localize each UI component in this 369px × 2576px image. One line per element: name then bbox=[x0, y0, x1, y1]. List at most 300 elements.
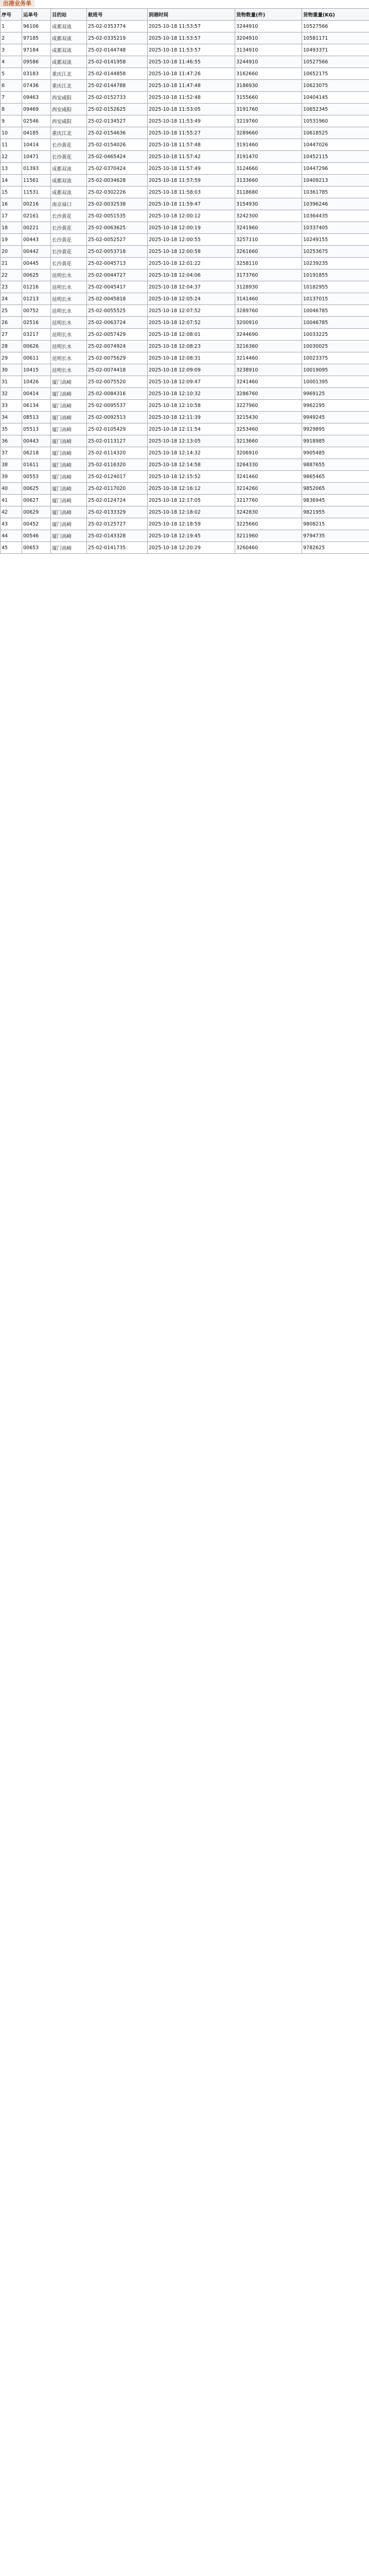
table-cell: 10137015 bbox=[302, 293, 369, 305]
table-row bbox=[1, 234, 369, 246]
table-cell: 25-02-0116320 bbox=[87, 459, 148, 471]
table-cell: 00442 bbox=[22, 246, 51, 258]
table-cell: 10415 bbox=[22, 364, 51, 376]
table-cell: 10364435 bbox=[302, 210, 369, 222]
table-cell: 11531 bbox=[22, 187, 51, 198]
table-row bbox=[1, 210, 369, 222]
table-cell: 25-02-0105429 bbox=[87, 423, 148, 435]
table-cell: 厦门高崎 bbox=[51, 435, 87, 447]
table-cell: 10531960 bbox=[302, 115, 369, 127]
table-cell: 重庆江北 bbox=[51, 80, 87, 92]
table-cell: 厦门高崎 bbox=[51, 530, 87, 542]
table-cell: 2025-10-18 12:04:37 bbox=[148, 281, 235, 293]
table-cell: 25-02-0302226 bbox=[87, 187, 148, 198]
table-cell: 25-02-0045417 bbox=[87, 281, 148, 293]
table-cell: 3219760 bbox=[235, 115, 302, 127]
table-cell: 2025-10-18 12:15:52 bbox=[148, 471, 235, 483]
table-cell: 00216 bbox=[22, 198, 51, 210]
column-header: 航班号 bbox=[87, 9, 148, 21]
table-cell: 9836945 bbox=[302, 495, 369, 506]
table-cell: 2025-10-18 11:57:59 bbox=[148, 175, 235, 187]
table-cell: 20 bbox=[1, 246, 22, 258]
table-cell: 9887655 bbox=[302, 459, 369, 471]
table-cell: 10019095 bbox=[302, 364, 369, 376]
table-cell: 25-02-0034628 bbox=[87, 175, 148, 187]
table-row bbox=[1, 198, 369, 210]
table-cell: 25-02-0053718 bbox=[87, 246, 148, 258]
table-cell: 3154930 bbox=[235, 198, 302, 210]
table-cell: 00452 bbox=[22, 518, 51, 530]
table-cell: 3213660 bbox=[235, 435, 302, 447]
table-cell: 2025-10-18 12:16:12 bbox=[148, 483, 235, 495]
table-cell: 16 bbox=[1, 198, 22, 210]
table-cell: 2025-10-18 11:47:26 bbox=[148, 68, 235, 80]
table-cell: 9949245 bbox=[302, 412, 369, 423]
table-cell: 25-02-0353774 bbox=[87, 21, 148, 32]
table-cell: 25-02-0144748 bbox=[87, 44, 148, 56]
table-row bbox=[1, 388, 369, 400]
table-cell: 10033225 bbox=[302, 329, 369, 341]
table-cell: 10030025 bbox=[302, 341, 369, 352]
table-cell: 2025-10-18 12:07:52 bbox=[148, 317, 235, 329]
table-cell: 10493371 bbox=[302, 44, 369, 56]
table-cell: 2025-10-18 12:00:55 bbox=[148, 234, 235, 246]
table-cell: 10191855 bbox=[302, 269, 369, 281]
table-cell: 9969125 bbox=[302, 388, 369, 400]
table-cell: 3133660 bbox=[235, 175, 302, 187]
table-cell: 00221 bbox=[22, 222, 51, 234]
column-header: 序号 bbox=[1, 9, 22, 21]
table-row bbox=[1, 92, 369, 104]
table-row bbox=[1, 400, 369, 412]
table-cell: 3216360 bbox=[235, 341, 302, 352]
table-cell: 00625 bbox=[22, 483, 51, 495]
table-cell: 10618525 bbox=[302, 127, 369, 139]
table-row bbox=[1, 56, 369, 68]
table-cell: 2025-10-18 12:09:09 bbox=[148, 364, 235, 376]
table-cell: 昆明长水 bbox=[51, 341, 87, 352]
table-cell: 00414 bbox=[22, 388, 51, 400]
table-cell: 2025-10-18 11:57:48 bbox=[148, 139, 235, 151]
table-row bbox=[1, 423, 369, 435]
table-row bbox=[1, 187, 369, 198]
table-cell: 9808215 bbox=[302, 518, 369, 530]
table-row bbox=[1, 495, 369, 506]
table-cell: 昆明长水 bbox=[51, 269, 87, 281]
table-cell: 2025-10-18 11:53:49 bbox=[148, 115, 235, 127]
table-cell: 10404145 bbox=[302, 92, 369, 104]
table-cell: 3238910 bbox=[235, 364, 302, 376]
table-cell: 25-02-0133329 bbox=[87, 506, 148, 518]
table-row bbox=[1, 21, 369, 32]
table-cell: 9962295 bbox=[302, 400, 369, 412]
table-container bbox=[0, 8, 369, 2576]
table-cell: 29 bbox=[1, 352, 22, 364]
table-cell: 97185 bbox=[22, 32, 51, 44]
table-cell: 3289660 bbox=[235, 127, 302, 139]
table-cell: 昆明长水 bbox=[51, 329, 87, 341]
table-cell: 32 bbox=[1, 388, 22, 400]
table-cell: 25-02-0141958 bbox=[87, 56, 148, 68]
table-cell: 9852065 bbox=[302, 483, 369, 495]
table-row bbox=[1, 68, 369, 80]
table-cell: 24 bbox=[1, 293, 22, 305]
table-cell: 09586 bbox=[22, 56, 51, 68]
table-cell: 37 bbox=[1, 447, 22, 459]
table-cell: 06134 bbox=[22, 400, 51, 412]
table-cell: 成都双流 bbox=[51, 21, 87, 32]
table-cell: 3215430 bbox=[235, 412, 302, 423]
table-cell: 厦门高崎 bbox=[51, 471, 87, 483]
table-cell: 3186930 bbox=[235, 80, 302, 92]
table-cell: 3191460 bbox=[235, 139, 302, 151]
table-cell: 10447026 bbox=[302, 139, 369, 151]
table-row bbox=[1, 293, 369, 305]
table-cell: 9905485 bbox=[302, 447, 369, 459]
table-cell: 2025-10-18 12:19:45 bbox=[148, 530, 235, 542]
table-cell: 2025-10-18 11:53:05 bbox=[148, 104, 235, 115]
table-cell: 2025-10-18 12:08:01 bbox=[148, 329, 235, 341]
table-cell: 长沙黄花 bbox=[51, 246, 87, 258]
table-row bbox=[1, 412, 369, 423]
table-cell: 05513 bbox=[22, 423, 51, 435]
table-cell: 10426 bbox=[22, 376, 51, 388]
table-cell: 25-02-0154636 bbox=[87, 127, 148, 139]
table-cell: 3241460 bbox=[235, 376, 302, 388]
table-cell: 3155660 bbox=[235, 92, 302, 104]
table-cell: 25-02-0143328 bbox=[87, 530, 148, 542]
table-cell: 25-02-0114320 bbox=[87, 447, 148, 459]
table-cell: 10623075 bbox=[302, 80, 369, 92]
table-cell: 25-02-0074924 bbox=[87, 341, 148, 352]
table-cell: 长沙黄花 bbox=[51, 222, 87, 234]
table-cell: 昆明长水 bbox=[51, 293, 87, 305]
table-cell: 45 bbox=[1, 542, 22, 554]
table-cell: 25-02-0117020 bbox=[87, 483, 148, 495]
table-cell: 2025-10-18 11:57:49 bbox=[148, 163, 235, 175]
table-cell: 25-02-0134527 bbox=[87, 115, 148, 127]
header-row bbox=[1, 9, 369, 21]
table-cell: 25-02-0465424 bbox=[87, 151, 148, 163]
table-cell: 2025-10-18 12:00:12 bbox=[148, 210, 235, 222]
column-header: 运单号 bbox=[22, 9, 51, 21]
table-cell: 44 bbox=[1, 530, 22, 542]
table-cell: 2025-10-18 12:07:52 bbox=[148, 305, 235, 317]
table-cell: 3134910 bbox=[235, 44, 302, 56]
table-cell: 成都双流 bbox=[51, 56, 87, 68]
table-cell: 3173760 bbox=[235, 269, 302, 281]
table-cell: 3124660 bbox=[235, 163, 302, 175]
table-cell: 25-02-0084316 bbox=[87, 388, 148, 400]
table-cell: 00611 bbox=[22, 352, 51, 364]
table-cell: 3217760 bbox=[235, 495, 302, 506]
table-row bbox=[1, 44, 369, 56]
table-cell: 43 bbox=[1, 518, 22, 530]
table-cell: 厦门高崎 bbox=[51, 542, 87, 554]
table-cell: 厦门高崎 bbox=[51, 459, 87, 471]
table-cell: 25-02-0125727 bbox=[87, 518, 148, 530]
table-cell: 2025-10-18 12:05:24 bbox=[148, 293, 235, 305]
table-cell: 10046785 bbox=[302, 305, 369, 317]
table-cell: 25-02-0141735 bbox=[87, 542, 148, 554]
table-row bbox=[1, 542, 369, 554]
table-row bbox=[1, 115, 369, 127]
table-cell: 25-02-0044727 bbox=[87, 269, 148, 281]
table-cell: 2025-10-18 12:20:29 bbox=[148, 542, 235, 554]
table-cell: 3204910 bbox=[235, 32, 302, 44]
table-cell: 2025-10-18 11:47:48 bbox=[148, 80, 235, 92]
table-cell: 3118680 bbox=[235, 187, 302, 198]
table-cell: 10249155 bbox=[302, 234, 369, 246]
table-cell: 27 bbox=[1, 329, 22, 341]
table-cell: 30 bbox=[1, 364, 22, 376]
table-cell: 25-02-0057429 bbox=[87, 329, 148, 341]
table-cell: 2025-10-18 12:14:58 bbox=[148, 459, 235, 471]
table-cell: 10652345 bbox=[302, 104, 369, 115]
table-cell: 2025-10-18 12:13:05 bbox=[148, 435, 235, 447]
table-cell: 西安咸阳 bbox=[51, 92, 87, 104]
table-cell: 昆明长水 bbox=[51, 305, 87, 317]
table-cell: 9 bbox=[1, 115, 22, 127]
table-cell: 长沙黄花 bbox=[51, 139, 87, 151]
table-cell: 2025-10-18 12:17:05 bbox=[148, 495, 235, 506]
table-cell: 9794735 bbox=[302, 530, 369, 542]
table-cell: 9918985 bbox=[302, 435, 369, 447]
table-cell: 25-02-0074418 bbox=[87, 364, 148, 376]
table-cell: 3261660 bbox=[235, 246, 302, 258]
table-cell: 长沙黄花 bbox=[51, 210, 87, 222]
table-cell: 00627 bbox=[22, 495, 51, 506]
table-cell: 2025-10-18 11:53:57 bbox=[148, 32, 235, 44]
table-cell: 3260460 bbox=[235, 542, 302, 554]
table-cell: 00653 bbox=[22, 542, 51, 554]
table-cell: 2025-10-18 12:01:22 bbox=[148, 258, 235, 269]
table-row bbox=[1, 139, 369, 151]
table-row bbox=[1, 151, 369, 163]
table-cell: 2025-10-18 12:11:54 bbox=[148, 423, 235, 435]
table-cell: 3191470 bbox=[235, 151, 302, 163]
table-cell: 02516 bbox=[22, 317, 51, 329]
table-cell: 25-02-0152733 bbox=[87, 92, 148, 104]
table-row bbox=[1, 32, 369, 44]
table-cell: 3162660 bbox=[235, 68, 302, 80]
table-cell: 42 bbox=[1, 506, 22, 518]
table-cell: 01611 bbox=[22, 459, 51, 471]
table-cell: 10001395 bbox=[302, 376, 369, 388]
table-cell: 96106 bbox=[22, 21, 51, 32]
table-cell: 2025-10-18 12:08:23 bbox=[148, 341, 235, 352]
table-cell: 10253675 bbox=[302, 246, 369, 258]
table-cell: 3 bbox=[1, 44, 22, 56]
table-cell: 3241460 bbox=[235, 471, 302, 483]
table-cell: 厦门高崎 bbox=[51, 376, 87, 388]
table-cell: 2025-10-18 11:53:57 bbox=[148, 21, 235, 32]
table-cell: 9865465 bbox=[302, 471, 369, 483]
table-cell: 10409213 bbox=[302, 175, 369, 187]
table-cell: 00625 bbox=[22, 269, 51, 281]
table-cell: 成都双流 bbox=[51, 175, 87, 187]
table-cell: 10527566 bbox=[302, 21, 369, 32]
table-row bbox=[1, 518, 369, 530]
table-cell: 25-02-0032538 bbox=[87, 198, 148, 210]
table-cell: 2 bbox=[1, 32, 22, 44]
table-cell: 15 bbox=[1, 187, 22, 198]
table-row bbox=[1, 341, 369, 352]
table-cell: 23 bbox=[1, 281, 22, 293]
table-cell: 2025-10-18 12:10:58 bbox=[148, 400, 235, 412]
table-cell: 25-02-0154026 bbox=[87, 139, 148, 151]
table-row bbox=[1, 435, 369, 447]
table-cell: 3244910 bbox=[235, 21, 302, 32]
table-cell: 2025-10-18 11:55:27 bbox=[148, 127, 235, 139]
table-cell: 33 bbox=[1, 400, 22, 412]
table-row bbox=[1, 246, 369, 258]
table-row bbox=[1, 305, 369, 317]
table-cell: 10414 bbox=[22, 139, 51, 151]
table-cell: 3244910 bbox=[235, 56, 302, 68]
table-cell: 3214260 bbox=[235, 483, 302, 495]
table-cell: 07436 bbox=[22, 80, 51, 92]
table-cell: 4 bbox=[1, 56, 22, 68]
table-cell: 25-02-0335219 bbox=[87, 32, 148, 44]
table-cell: 长沙黄花 bbox=[51, 234, 87, 246]
table-cell: 昆明长水 bbox=[51, 364, 87, 376]
table-cell: 2025-10-18 12:00:58 bbox=[148, 246, 235, 258]
table-cell: 成都双流 bbox=[51, 163, 87, 175]
table-cell: 14 bbox=[1, 175, 22, 187]
table-cell: 3253460 bbox=[235, 423, 302, 435]
table-cell: 00553 bbox=[22, 471, 51, 483]
table-cell: 00445 bbox=[22, 258, 51, 269]
table-cell: 41 bbox=[1, 495, 22, 506]
column-header: 货物重量(KG) bbox=[302, 9, 369, 21]
table-row bbox=[1, 269, 369, 281]
table-row bbox=[1, 506, 369, 518]
table-cell: 25-02-0124017 bbox=[87, 471, 148, 483]
table-cell: 3200910 bbox=[235, 317, 302, 329]
table-cell: 厦门高崎 bbox=[51, 423, 87, 435]
table-cell: 2025-10-18 12:14:32 bbox=[148, 447, 235, 459]
table-cell: 2025-10-18 11:57:42 bbox=[148, 151, 235, 163]
table-cell: 3225660 bbox=[235, 518, 302, 530]
table-cell: 00443 bbox=[22, 435, 51, 447]
table-cell: 03217 bbox=[22, 329, 51, 341]
table-cell: 3211960 bbox=[235, 530, 302, 542]
table-cell: 2025-10-18 12:18:59 bbox=[148, 518, 235, 530]
table-cell: 10337405 bbox=[302, 222, 369, 234]
table-cell: 25 bbox=[1, 305, 22, 317]
table-row bbox=[1, 530, 369, 542]
table-cell: 12 bbox=[1, 151, 22, 163]
table-row bbox=[1, 376, 369, 388]
table-cell: 26 bbox=[1, 317, 22, 329]
table-cell: 厦门高崎 bbox=[51, 495, 87, 506]
table-cell: 10581171 bbox=[302, 32, 369, 44]
table-cell: 昆明长水 bbox=[51, 352, 87, 364]
table-row bbox=[1, 258, 369, 269]
table-row bbox=[1, 281, 369, 293]
table-cell: 25-02-0152625 bbox=[87, 104, 148, 115]
table-cell: 8 bbox=[1, 104, 22, 115]
table-cell: 10396246 bbox=[302, 198, 369, 210]
table-cell: 3191760 bbox=[235, 104, 302, 115]
table-cell: 2025-10-18 12:08:31 bbox=[148, 352, 235, 364]
table-cell: 10182955 bbox=[302, 281, 369, 293]
table-cell: 04185 bbox=[22, 127, 51, 139]
table-cell: 5 bbox=[1, 68, 22, 80]
table-cell: 2025-10-18 11:53:57 bbox=[148, 44, 235, 56]
table-cell: 2025-10-18 12:11:39 bbox=[148, 412, 235, 423]
table-cell: 25-02-0063724 bbox=[87, 317, 148, 329]
column-header: 目的站 bbox=[51, 9, 87, 21]
table-cell: 3258110 bbox=[235, 258, 302, 269]
table-cell: 25-02-0095537 bbox=[87, 400, 148, 412]
table-cell: 2025-10-18 12:00:19 bbox=[148, 222, 235, 234]
table-cell: 40 bbox=[1, 483, 22, 495]
table-cell: 00752 bbox=[22, 305, 51, 317]
table-cell: 2025-10-18 11:52:48 bbox=[148, 92, 235, 104]
table-cell: 10361785 bbox=[302, 187, 369, 198]
table-cell: 3214460 bbox=[235, 352, 302, 364]
table-cell: 11561 bbox=[22, 175, 51, 187]
table-cell: 25-02-0045818 bbox=[87, 293, 148, 305]
table-cell: 25-02-0051535 bbox=[87, 210, 148, 222]
table-body bbox=[1, 21, 369, 554]
table-cell: 08513 bbox=[22, 412, 51, 423]
table-cell: 成都双流 bbox=[51, 187, 87, 198]
table-cell: 02546 bbox=[22, 115, 51, 127]
table-cell: 2025-10-18 12:04:06 bbox=[148, 269, 235, 281]
table-cell: 25-02-0075520 bbox=[87, 376, 148, 388]
table-row bbox=[1, 352, 369, 364]
shipment-table bbox=[0, 8, 369, 554]
table-cell: 22 bbox=[1, 269, 22, 281]
table-cell: 3141460 bbox=[235, 293, 302, 305]
column-header: 货物数量(件) bbox=[235, 9, 302, 21]
report-title-tag: 出港业务单 bbox=[0, 0, 34, 7]
table-cell: 西安咸阳 bbox=[51, 115, 87, 127]
table-cell: 06218 bbox=[22, 447, 51, 459]
table-cell: 25-02-0092513 bbox=[87, 412, 148, 423]
table-cell: 3286760 bbox=[235, 388, 302, 400]
table-cell: 6 bbox=[1, 80, 22, 92]
table-cell: 09469 bbox=[22, 104, 51, 115]
table-cell: 2025-10-18 11:46:55 bbox=[148, 56, 235, 68]
table-cell: 3242300 bbox=[235, 210, 302, 222]
table-cell: 21 bbox=[1, 258, 22, 269]
table-cell: 3242830 bbox=[235, 506, 302, 518]
table-cell: 10239235 bbox=[302, 258, 369, 269]
table-cell: 25-02-0063625 bbox=[87, 222, 148, 234]
table-cell: 1 bbox=[1, 21, 22, 32]
table-cell: 09463 bbox=[22, 92, 51, 104]
table-row bbox=[1, 483, 369, 495]
table-cell: 97184 bbox=[22, 44, 51, 56]
table-cell: 3257110 bbox=[235, 234, 302, 246]
table-row bbox=[1, 104, 369, 115]
table-row bbox=[1, 127, 369, 139]
table-cell: 25-02-0144788 bbox=[87, 80, 148, 92]
table-cell: 25-02-0075629 bbox=[87, 352, 148, 364]
table-cell: 10452115 bbox=[302, 151, 369, 163]
table-cell: 3241960 bbox=[235, 222, 302, 234]
table-cell: 25-02-0055525 bbox=[87, 305, 148, 317]
table-cell: 01216 bbox=[22, 281, 51, 293]
table-cell: 2025-10-18 11:58:03 bbox=[148, 187, 235, 198]
table-cell: 厦门高崎 bbox=[51, 400, 87, 412]
table-cell: 19 bbox=[1, 234, 22, 246]
table-cell: 3264330 bbox=[235, 459, 302, 471]
